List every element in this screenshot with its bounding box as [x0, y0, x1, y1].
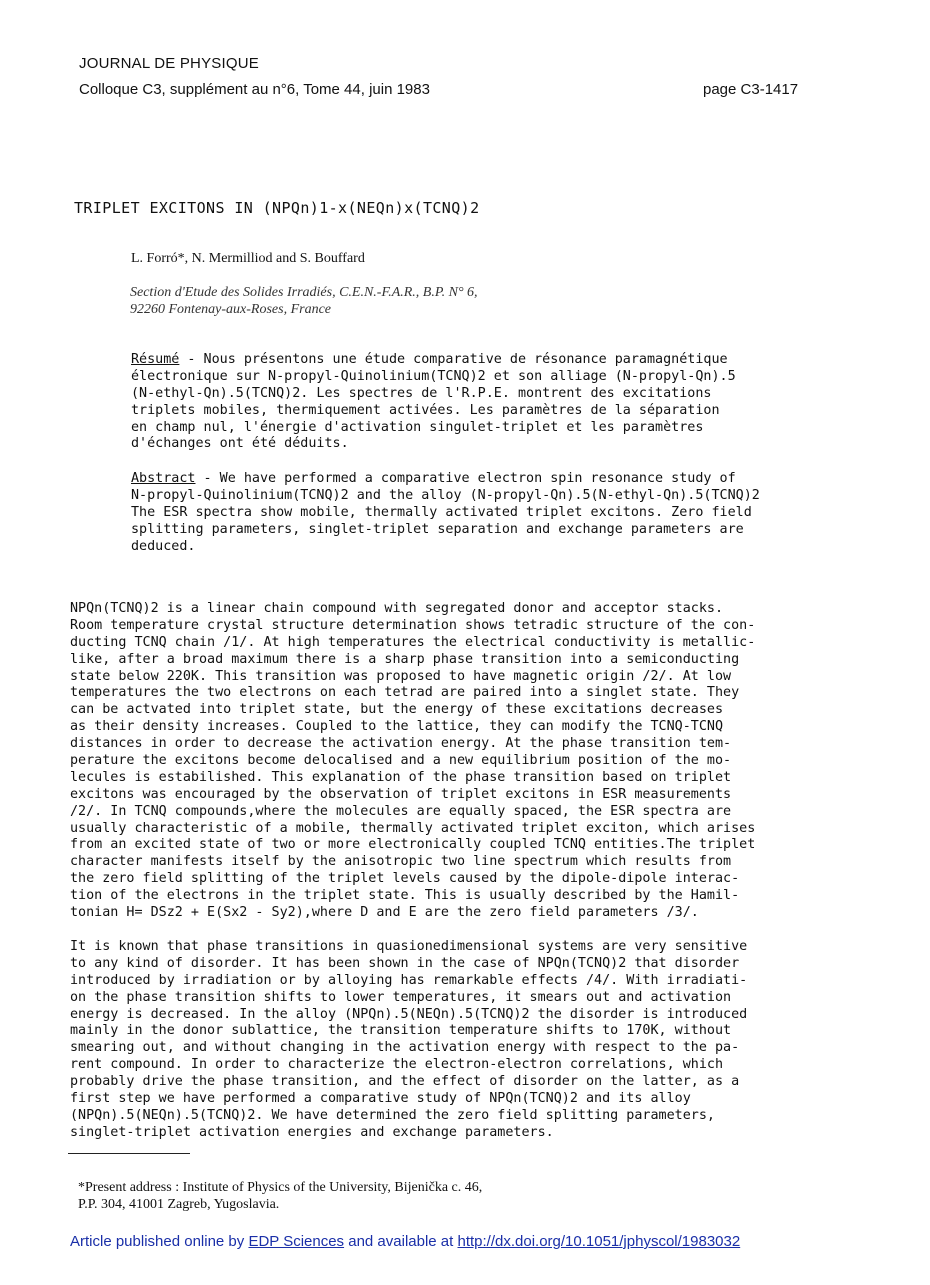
- abstract-line: The ESR spectra show mobile, thermally activated triplet excitons. Zero field: [131, 504, 752, 520]
- body-line: on the phase transition shifts to lower temperatures, it smears out and activation: [70, 989, 732, 1005]
- abstract-label: Abstract: [131, 471, 196, 486]
- abstract-paragraph: [131, 471, 760, 555]
- body-line: from an excited state of two or more electronically coupled TCNQ entities.The triplet: [70, 837, 756, 853]
- publisher-link[interactable]: EDP Sciences: [248, 1233, 345, 1250]
- authors: L. Forró*, N. Mermilliod and S. Bouffard: [131, 251, 365, 266]
- body-line: usually characteristic of a mobile, thermally activated triplet exciton, which arises: [70, 820, 756, 836]
- body-line: tonian H= DSz2 + E(Sx2 - Sy2),where D and E are the zero field parameters /3/.: [70, 905, 699, 921]
- doi-link[interactable]: http://dx.doi.org/10.1051/jphyscol/1983032: [457, 1233, 741, 1250]
- abstract-line: splitting parameters, singlet-triplet separation and exchange parameters are: [131, 521, 744, 537]
- resume-line: (N-ethyl-Qn).5(TCNQ)2. Les spectres de l'R.P.E. montrent des excitations: [131, 385, 712, 401]
- body-line: perature the excitons become delocalised and a new equilibrium position of the mo-: [70, 753, 732, 769]
- affiliation-line: 92260 Fontenay-aux-Roses, France: [130, 301, 331, 317]
- body-line: probably drive the phase transition, and the effect of disorder on the latter, as a: [70, 1074, 740, 1090]
- resume-line: triplets mobiles, thermiquement activées. Les paramètres de la séparation: [131, 402, 720, 418]
- journal-name: JOURNAL DE PHYSIQUE: [79, 55, 259, 72]
- body-line: as their density increases. Coupled to the lattice, they can modify the TCNQ-TCNQ: [70, 719, 724, 735]
- body-line: can be actvated into triplet state, but the energy of these excitations decreases: [70, 702, 724, 718]
- body-line: state below 220K. This transition was proposed to have magnetic origin /2/. At low: [70, 668, 732, 684]
- body-paragraph-2: [70, 939, 747, 1142]
- footnote-rule: [68, 1153, 190, 1154]
- footnote-line: *Present address : Institute of Physics of the University, Bijenička c. 46,: [78, 1180, 483, 1195]
- abstract-line: [131, 471, 760, 488]
- resume-line: électronique sur N-propyl-Quinolinium(TCNQ)2 et son alliage (N-propyl-Qn).5: [131, 368, 736, 384]
- affiliation: [130, 284, 478, 318]
- body-line: NPQn(TCNQ)2 is a linear chain compound with segregated donor and acceptor stacks.: [70, 601, 724, 616]
- body-line: temperatures the two electrons on each tetrad are paired into a singlet state. They: [70, 685, 740, 701]
- body-line: like, after a broad maximum there is a sharp phase transition into a semiconducting: [70, 651, 740, 667]
- resume-label: Résumé: [131, 352, 180, 367]
- body-line: excitons was encouraged by the observation of triplet excitons in ESR measurements: [70, 786, 732, 802]
- body-line: first step we have performed a comparative study of NPQn(TCNQ)2 and its alloy: [70, 1091, 691, 1107]
- affiliation-line: Section d'Etude des Solides Irradiés, C.E.N.-F.A.R., B.P. N° 6,: [130, 285, 478, 300]
- body-line: smearing out, and without changing in the activation energy with respect to the pa-: [70, 1040, 740, 1056]
- body-line: Room temperature crystal structure determination shows tetradic structure of the con-: [70, 617, 756, 633]
- body-line: tion of the electrons in the triplet state. This is usually described by the Hamil-: [70, 888, 740, 904]
- body-line: rent compound. In order to characterize the electron-electron correlations, which: [70, 1057, 724, 1073]
- body-line: (NPQn).5(NEQn).5(TCNQ)2. We have determined the zero field splitting parameters,: [70, 1107, 715, 1123]
- resume-text: - Nous présentons une étude comparative de résonance paramagnétique: [179, 352, 728, 367]
- published-middle: and available at: [344, 1233, 458, 1250]
- body-line: It is known that phase transitions in quasionedimensional systems are very sensitive: [70, 939, 748, 954]
- body-line: /2/. In TCNQ compounds,where the molecules are equally spaced, the ESR spectra are: [70, 803, 732, 819]
- body-paragraph-1: [70, 601, 755, 922]
- body-line: to any kind of disorder. It has been shown in the case of NPQn(TCNQ)2 that disorder: [70, 955, 740, 971]
- body-line: energy is decreased. In the alloy (NPQn).5(NEQn).5(TCNQ)2 the disorder is introduced: [70, 1006, 748, 1022]
- publication-notice: [70, 1233, 740, 1250]
- body-line: introduced by irradiation or by alloying has remarkable effects /4/. With irradiati-: [70, 972, 748, 988]
- body-line: character manifests itself by the anisotropic two line spectrum which results from: [70, 854, 732, 870]
- abstract-text: - We have performed a comparative electron spin resonance study of: [195, 471, 736, 486]
- published-prefix: Article published online by: [70, 1233, 249, 1250]
- footnote: [78, 1179, 482, 1213]
- resume-paragraph: [131, 352, 736, 453]
- abstract-line: N-propyl-Quinolinium(TCNQ)2 and the alloy (N-propyl-Qn).5(N-ethyl-Qn).5(TCNQ)2: [131, 487, 760, 503]
- resume-line: en champ nul, l'énergie d'activation singulet-triplet et les paramètres: [131, 419, 704, 435]
- body-line: distances in order to decrease the activation energy. At the phase transition tem-: [70, 736, 732, 752]
- resume-line: [131, 352, 736, 369]
- abstract-line: deduced.: [131, 538, 196, 554]
- body-line: lecules is estabilished. This explanation of the phase transition based on triplet: [70, 769, 732, 785]
- body-line: the zero field splitting of the triplet levels caused by the dipole-dipole interac-: [70, 871, 740, 887]
- paper-title: TRIPLET EXCITONS IN (NPQn)1-x(NEQn)x(TCNQ)2: [74, 199, 480, 217]
- body-line: mainly in the donor sublattice, the transition temperature shifts to 170K, without: [70, 1023, 732, 1039]
- resume-line: d'échanges ont été déduits.: [131, 436, 349, 452]
- footnote-line: P.P. 304, 41001 Zagreb, Yugoslavia.: [78, 1196, 280, 1212]
- page-number: page C3-1417: [703, 81, 799, 98]
- body-line: singlet-triplet activation energies and exchange parameters.: [70, 1124, 554, 1140]
- body-line: ducting TCNQ chain /1/. At high temperatures the electrical conductivity is metallic-: [70, 634, 756, 650]
- colloque-info: Colloque C3, supplément au n°6, Tome 44, juin 1983: [79, 81, 430, 98]
